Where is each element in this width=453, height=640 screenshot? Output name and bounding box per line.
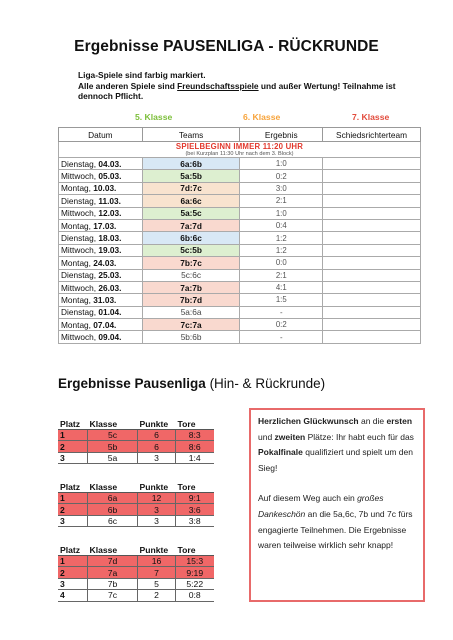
ranking-header-platz: Platz [58,418,88,430]
ranking-tore: 9:1 [176,493,214,504]
date-cell: Dienstag, 04.03. [59,158,143,170]
ranking-table-class-5 [58,418,214,464]
referee-cell [323,294,421,306]
schedule-row [59,294,421,306]
result-cell: 3:0 [240,182,323,194]
schedule-row [59,319,421,331]
ranking-header-row [58,481,214,493]
schedule-row [59,158,421,170]
ranking-tore: 3:8 [176,515,214,526]
ranking-punkte: 16 [138,556,176,567]
ranking-platz: 2 [58,567,88,578]
referee-cell [323,195,421,207]
legend-class-7: 7. Klasse [352,112,390,122]
team-cell: 5a:6a [142,306,240,318]
referee-cell [323,281,421,293]
ranking-punkte: 7 [138,567,176,578]
result-cell: 2:1 [240,269,323,281]
ranking-platz: 3 [58,452,88,463]
team-cell: 6a:6c [142,195,240,207]
result-cell: 0:2 [240,319,323,331]
ranking-klasse: 7b [88,578,138,589]
result-cell: 2:1 [240,195,323,207]
ranking-tore: 9:19 [176,567,214,578]
schedule-row [59,195,421,207]
schedule-row [59,207,421,219]
date-cell: Mittwoch, 05.03. [59,170,143,182]
ranking-row [58,567,214,578]
date-cell: Mittwoch, 19.03. [59,244,143,256]
ranking-platz: 2 [58,441,88,452]
ranking-header-punkte: Punkte [138,418,176,430]
ranking-platz: 1 [58,556,88,567]
ranking-punkte: 3 [138,452,176,463]
date-cell: Dienstag, 01.04. [59,306,143,318]
date-cell: Dienstag, 18.03. [59,232,143,244]
ranking-row [58,441,214,452]
ranking-klasse: 6a [88,493,138,504]
schedule-table [58,127,421,344]
team-cell: 7a:7b [142,281,240,293]
ranking-header-tore: Tore [176,418,214,430]
result-cell: 0:4 [240,219,323,231]
result-cell: 1:2 [240,232,323,244]
ranking-punkte: 6 [138,430,176,441]
result-cell: - [240,331,323,343]
referee-cell [323,244,421,256]
schedule-row [59,306,421,318]
friendly-games-term: Freundschaftsspiele [177,80,259,91]
result-cell: 4:1 [240,281,323,293]
result-cell: 0:2 [240,170,323,182]
ranking-punkte: 3 [138,515,176,526]
referee-cell [323,269,421,281]
ranking-punkte: 2 [138,590,176,601]
ranking-header-klasse: Klasse [88,481,138,493]
congratulations-box [249,408,425,602]
ranking-punkte: 12 [138,493,176,504]
ranking-table-class-7 [58,544,214,602]
intro-text [78,70,398,102]
ranking-klasse: 6c [88,515,138,526]
ranking-klasse: 5b [88,441,138,452]
ranking-header-klasse: Klasse [88,544,138,556]
date-cell: Mittwoch, 12.03. [59,207,143,219]
schedule-row [59,281,421,293]
referee-cell [323,219,421,231]
ranking-punkte: 6 [138,441,176,452]
result-cell: 1:2 [240,244,323,256]
ranking-klasse: 7a [88,567,138,578]
schedule-row [59,257,421,269]
team-cell: 7a:7d [142,219,240,231]
team-cell: 7b:7c [142,257,240,269]
date-cell: Montag, 10.03. [59,182,143,194]
ranking-header-platz: Platz [58,544,88,556]
schedule-row [59,182,421,194]
result-cell: 1:5 [240,294,323,306]
schedule-row [59,244,421,256]
ranking-row [58,556,214,567]
legend-class-5: 5. Klasse [135,112,173,122]
date-cell: Dienstag, 11.03. [59,195,143,207]
team-cell: 6b:6c [142,232,240,244]
schedule-row [59,219,421,231]
ranking-row [58,430,214,441]
schedule-row [59,232,421,244]
start-time-sub: (bei Kurzplan 11:30 Uhr nach dem 3. Block) [185,151,294,157]
ranking-klasse: 5c [88,430,138,441]
ranking-platz: 4 [58,590,88,601]
ranking-klasse: 7c [88,590,138,601]
start-time-main: SPIELBEGINN IMMER 11:20 UHR [175,142,304,151]
team-cell: 5a:5c [142,207,240,219]
team-cell: 6a:6b [142,158,240,170]
referee-cell [323,331,421,343]
ranking-tore: 0:8 [176,590,214,601]
ranking-table-class-6 [58,481,214,527]
schedule-row [59,170,421,182]
ranking-tore: 1:4 [176,452,214,463]
team-cell: 7d:7c [142,182,240,194]
referee-cell [323,257,421,269]
ranking-klasse: 7d [88,556,138,567]
ranking-platz: 2 [58,504,88,515]
header-result: Ergebnis [240,128,323,142]
ranking-tore: 5:22 [176,578,214,589]
congratulations-text: Herzlichen Glückwunsch an die ersten und zweiten Plätze: Ihr habt euch für das Pokalfinale qualifiziert und spielt um den Sieg! [258,416,414,473]
team-cell: 7b:7d [142,294,240,306]
date-cell: Montag, 17.03. [59,219,143,231]
ranking-tore: 15:3 [176,556,214,567]
ranking-header-row [58,544,214,556]
team-cell: 5b:6b [142,331,240,343]
ranking-row [58,504,214,515]
ranking-row [58,590,214,601]
result-cell: 0:0 [240,257,323,269]
ranking-row [58,452,214,463]
ranking-tore: 8:6 [176,441,214,452]
date-cell: Mittwoch, 09.04. [59,331,143,343]
result-cell: 1:0 [240,158,323,170]
ranking-header-row [58,418,214,430]
referee-cell [323,170,421,182]
referee-cell [323,182,421,194]
ranking-header-tore: Tore [176,481,214,493]
ranking-platz: 1 [58,430,88,441]
rankings-title: Ergebnisse Pausenliga (Hin- & Rückrunde) [58,376,326,391]
schedule-header-row [59,128,421,142]
ranking-header-punkte: Punkte [138,481,176,493]
ranking-platz: 3 [58,515,88,526]
date-cell: Montag, 24.03. [59,257,143,269]
ranking-header-punkte: Punkte [138,544,176,556]
ranking-header-klasse: Klasse [88,418,138,430]
date-cell: Montag, 31.03. [59,294,143,306]
page-title: Ergebnisse PAUSENLIGA - RÜCKRUNDE [74,38,379,55]
ranking-platz: 3 [58,578,88,589]
thanks-text: Auf diesem Weg auch ein großes Dankeschön an die 5a,6c, 7b und 7c fürs engagierte Teilnehmen. Die Ergebnisse waren teilweise wirklich sehr knapp! [258,493,413,551]
ranking-klasse: 6b [88,504,138,515]
intro-line-1: Liga-Spiele sind farbig markiert. [78,70,206,80]
team-cell: 5a:5b [142,170,240,182]
header-teams: Teams [142,128,240,142]
team-cell: 7c:7a [142,319,240,331]
intro-line-2: Alle anderen Spiele sind Freundschaftsspiele und außer Wertung! Teilnahme ist dennoch Pflicht. [78,80,396,102]
ranking-klasse: 5a [88,452,138,463]
date-cell: Montag, 07.04. [59,319,143,331]
ranking-punkte: 3 [138,504,176,515]
ranking-row [58,493,214,504]
header-date: Datum [59,128,143,142]
result-cell: - [240,306,323,318]
referee-cell [323,232,421,244]
referee-cell [323,158,421,170]
ranking-tore: 3:6 [176,504,214,515]
ranking-header-tore: Tore [176,544,214,556]
ranking-tore: 8:3 [176,430,214,441]
schedule-row [59,269,421,281]
ranking-punkte: 5 [138,578,176,589]
legend-class-6: 6. Klasse [243,112,281,122]
team-cell: 5c:6c [142,269,240,281]
result-cell: 1:0 [240,207,323,219]
date-cell: Mittwoch, 26.03. [59,281,143,293]
referee-cell [323,207,421,219]
date-cell: Dienstag, 25.03. [59,269,143,281]
ranking-platz: 1 [58,493,88,504]
start-time-notice [59,142,421,158]
ranking-row [58,515,214,526]
schedule-row [59,331,421,343]
ranking-row [58,578,214,589]
referee-cell [323,306,421,318]
referee-cell [323,319,421,331]
ranking-header-platz: Platz [58,481,88,493]
team-cell: 5c:5b [142,244,240,256]
header-referee: Schiedsrichterteam [323,128,421,142]
